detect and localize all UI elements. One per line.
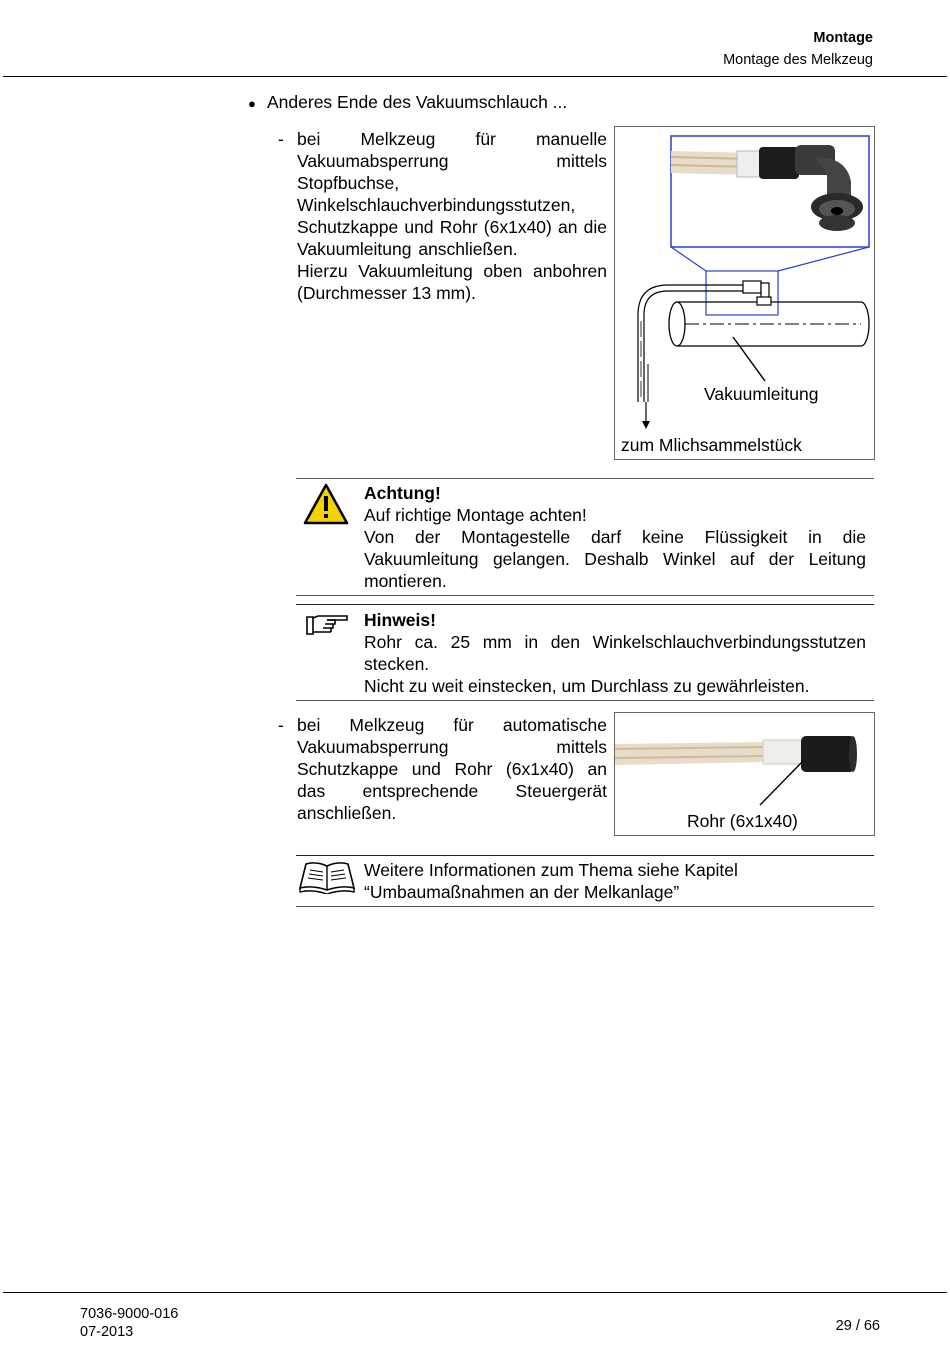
book-icon — [298, 860, 356, 894]
note-top-rule — [296, 604, 874, 605]
warning-bottom-rule — [296, 595, 874, 596]
list-dash: - — [278, 715, 284, 735]
section-subtitle: Montage des Melkzeug — [723, 52, 873, 68]
document-date: 07-2013 — [80, 1324, 134, 1340]
note-bottom-rule — [296, 700, 874, 701]
vacuum-line-figure — [614, 126, 875, 460]
warning-icon — [303, 483, 349, 525]
warning-content: Achtung! Auf richtige Montage achten! Von der Montagestelle darf keine Flüssigkeit in die Vakuumleitung gelangen. Deshalb Winkel auf der Leitung montieren. — [364, 483, 866, 591]
warning-top-rule — [296, 478, 874, 479]
outlet-label: zum Mlichsammelstück — [621, 435, 802, 455]
note-content: Hinweis! Rohr ca. 25 mm in den Winkelschlauchverbindungsstutzen stecken. Nicht zu weit einstecken, um Durchlass zu gewährleisten. — [364, 610, 866, 696]
pointing-hand-icon — [305, 611, 349, 637]
warning-title: Achtung! — [364, 483, 441, 503]
list-dash: - — [278, 129, 284, 149]
vacuum-line-label: Vakuumleitung — [704, 384, 819, 404]
item1-text: bei Melkzeug für manuelle Vakuumabsperrung mittels Stopfbuchse, Winkelschlauchverbindungsstutzen, Schutzkappe und Rohr (6x1x40) an die Vakuumleitung anschließen. Hierzu Vakuumleitung oben anbohren (Durchmesser 13 mm). — [297, 129, 607, 303]
bullet-marker: ● — [248, 96, 256, 111]
pipe-label: Rohr (6x1x40) — [687, 811, 798, 831]
note-title: Hinweis! — [364, 610, 436, 630]
bullet-text: Anderes Ende des Vakuumschlauch ... — [267, 92, 568, 112]
page-number: 29 / 66 — [835, 1318, 880, 1334]
reference-top-rule — [296, 855, 874, 856]
reference-content: Weitere Informationen zum Thema siehe Kapitel “Umbaumaßnahmen an der Melkanlage” — [364, 860, 738, 902]
chapter-reference: “Umbaumaßnahmen an der Melkanlage” — [364, 882, 680, 902]
document-number: 7036-9000-016 — [80, 1306, 179, 1322]
pipe-cap-figure — [614, 712, 875, 836]
section-title: Montage — [813, 30, 873, 46]
header-divider — [3, 76, 947, 77]
reference-bottom-rule — [296, 906, 874, 907]
vacuum-line-illustration — [615, 127, 874, 459]
footer-divider — [3, 1292, 947, 1293]
item2-text: bei Melkzeug für automatische Vakuumabsperrung mittels Schutzkappe und Rohr (6x1x40) an das entsprechende Steuergerät anschließen. — [297, 715, 607, 823]
